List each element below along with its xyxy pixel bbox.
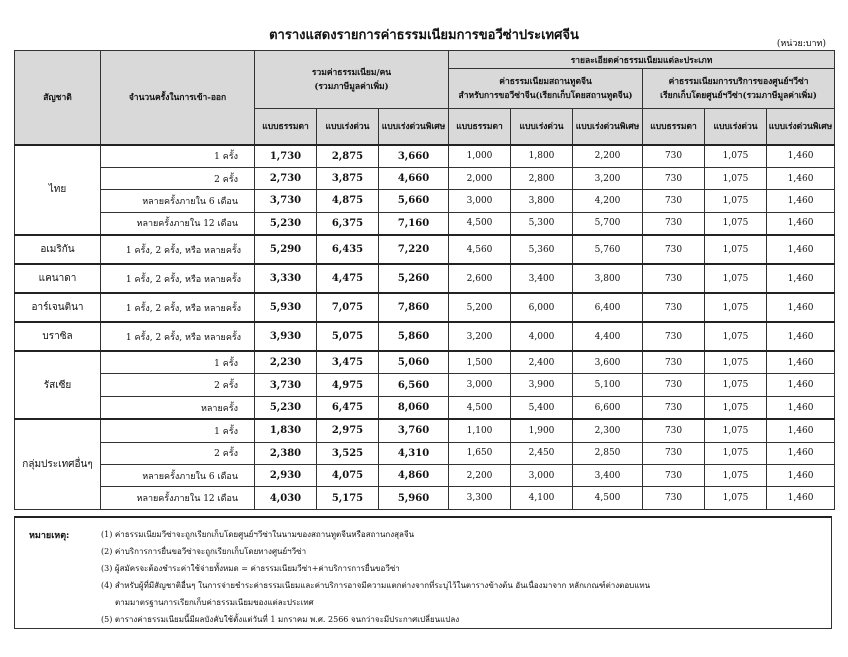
header-embassy-group [449,69,643,109]
nationality-cell: ไทย [15,145,101,236]
header-embassy-express: แบบเร่งด่วน [511,109,573,145]
embassy-fee-cell: 3,300 [449,487,511,509]
embassy-fee-cell: 5,100 [573,374,643,396]
center-fee-cell: 730 [643,167,705,189]
nationality-cell: รัสเซีย [15,351,101,419]
total-fee-cell: 3,730 [255,190,317,212]
center-fee-cell: 730 [643,190,705,212]
header-total-group [255,51,449,109]
header-total-urgent: แบบเร่งด่วนพิเศษ [379,109,449,145]
embassy-fee-cell: 2,850 [573,442,643,464]
embassy-fee-cell: 2,200 [573,145,643,168]
total-fee-cell: 4,310 [379,442,449,464]
total-fee-cell: 2,930 [255,465,317,487]
center-fee-cell: 1,460 [767,145,835,168]
total-fee-cell: 7,075 [317,293,379,322]
center-fee-cell: 730 [643,442,705,464]
header-total-line2: (รวมภาษีมูลค่าเพิ่ม) [314,81,389,92]
center-fee-cell: 1,075 [705,465,767,487]
table-row [15,190,835,212]
embassy-fee-cell: 1,900 [511,419,573,442]
header-center-line2: เรียกเก็บโดยศูนย์ฯวีซ่า(รวมภาษีมูลค่าเพิ่ม) [660,90,817,101]
center-fee-cell: 1,460 [767,167,835,189]
total-fee-cell: 4,875 [317,190,379,212]
embassy-fee-cell: 5,200 [449,293,511,322]
header-total-line1: รวมค่าธรรมเนียม/คน [311,67,392,78]
embassy-fee-cell: 6,000 [511,293,573,322]
center-fee-cell: 1,460 [767,374,835,396]
center-fee-cell: 1,075 [705,145,767,168]
table-row [15,167,835,189]
center-fee-cell: 1,075 [705,419,767,442]
header-detail-group: รายละเอียดค่าธรรมเนียมแต่ละประเภท [449,51,835,69]
entries-cell: หลายครั้งภายใน 6 เดือน [101,190,255,212]
entries-cell: 2 ครั้ง [101,442,255,464]
center-fee-cell: 1,075 [705,293,767,322]
table-row [15,351,835,374]
center-fee-cell: 1,075 [705,190,767,212]
total-fee-cell: 5,930 [255,293,317,322]
total-fee-cell: 6,375 [317,212,379,235]
total-fee-cell: 5,230 [255,396,317,419]
embassy-fee-cell: 5,760 [573,235,643,264]
center-fee-cell: 1,460 [767,264,835,293]
embassy-fee-cell: 6,400 [573,293,643,322]
note-item: (3) ผู้สมัครจะต้องชำระค่าใช้จ่ายทั้งหมด = ค่าธรรมเนียมวีซ่า+ค่าบริการการยื่นขอวีซ่า [101,564,400,573]
table-row [15,419,835,442]
table-row [15,212,835,235]
embassy-fee-cell: 2,200 [449,465,511,487]
entries-cell: หลายครั้ง [101,396,255,419]
total-fee-cell: 5,175 [317,487,379,509]
embassy-fee-cell: 5,360 [511,235,573,264]
embassy-fee-cell: 2,800 [511,167,573,189]
embassy-fee-cell: 6,600 [573,396,643,419]
center-fee-cell: 1,075 [705,235,767,264]
center-fee-cell: 1,460 [767,351,835,374]
center-fee-cell: 1,075 [705,396,767,419]
embassy-fee-cell: 3,800 [511,190,573,212]
embassy-fee-cell: 4,000 [511,322,573,351]
total-fee-cell: 2,975 [317,419,379,442]
embassy-fee-cell: 5,400 [511,396,573,419]
total-fee-cell: 5,290 [255,235,317,264]
nationality-cell: แคนาดา [15,264,101,293]
total-fee-cell: 5,660 [379,190,449,212]
header-center-group [643,69,835,109]
fee-table-body [15,145,835,510]
fee-table [14,50,835,510]
header-total-normal: แบบธรรมดา [255,109,317,145]
center-fee-cell: 1,075 [705,167,767,189]
center-fee-cell: 730 [643,374,705,396]
center-fee-cell: 1,075 [705,322,767,351]
embassy-fee-cell: 2,400 [511,351,573,374]
total-fee-cell: 5,960 [379,487,449,509]
center-fee-cell: 1,460 [767,322,835,351]
total-fee-cell: 4,075 [317,465,379,487]
center-fee-cell: 1,075 [705,374,767,396]
center-fee-cell: 1,460 [767,442,835,464]
embassy-fee-cell: 5,300 [511,212,573,235]
embassy-fee-cell: 1,100 [449,419,511,442]
embassy-fee-cell: 3,000 [511,465,573,487]
total-fee-cell: 3,525 [317,442,379,464]
note-item: (5) ตารางค่าธรรมเนียมนี้มีผลบังคับใช้ตั้งแต่วันที่ 1 มกราคม พ.ศ. 2566 จนกว่าจะมีประกาศเปลี่ยนแปลง [101,615,460,624]
table-row [15,442,835,464]
total-fee-cell: 5,860 [379,322,449,351]
embassy-fee-cell: 3,000 [449,190,511,212]
nationality-cell: กลุ่มประเทศอื่นๆ [15,419,101,509]
center-fee-cell: 1,460 [767,396,835,419]
total-fee-cell: 5,060 [379,351,449,374]
embassy-fee-cell: 2,000 [449,167,511,189]
total-fee-cell: 3,330 [255,264,317,293]
embassy-fee-cell: 3,000 [449,374,511,396]
total-fee-cell: 7,860 [379,293,449,322]
entries-cell: 2 ครั้ง [101,374,255,396]
entries-cell: 1 ครั้ง, 2 ครั้ง, หรือ หลายครั้ง [101,322,255,351]
embassy-fee-cell: 5,700 [573,212,643,235]
header-center-line1: ค่าธรรมเนียมการบริการของศูนย์ฯวีซ่า [668,76,809,87]
center-fee-cell: 1,460 [767,419,835,442]
center-fee-cell: 730 [643,145,705,168]
center-fee-cell: 1,075 [705,487,767,509]
total-fee-cell: 1,730 [255,145,317,168]
total-fee-cell: 2,230 [255,351,317,374]
note-item: (4) สำหรับผู้ที่มีสัญชาติอื่นๆ ในการจ่ายชำระค่าธรรมเนียมและค่าบริการอาจมีความแตกต่างจากที่ระบุไว้ในตารางข้างต้น อันเนื่องมาจาก หลักเกณฑ์ต่างตอบแทน [101,581,651,590]
table-row [15,235,835,264]
total-fee-cell: 3,930 [255,322,317,351]
embassy-fee-cell: 4,500 [449,212,511,235]
nationality-cell: อเมริกัน [15,235,101,264]
total-fee-cell: 6,560 [379,374,449,396]
total-fee-cell: 3,875 [317,167,379,189]
header-total-express: แบบเร่งด่วน [317,109,379,145]
embassy-fee-cell: 4,100 [511,487,573,509]
total-fee-cell: 4,975 [317,374,379,396]
total-fee-cell: 4,475 [317,264,379,293]
center-fee-cell: 730 [643,293,705,322]
header-entries: จำนวนครั้งในการเข้า-ออก [101,51,255,145]
total-fee-cell: 1,830 [255,419,317,442]
center-fee-cell: 1,460 [767,235,835,264]
center-fee-cell: 1,075 [705,264,767,293]
center-fee-cell: 730 [643,487,705,509]
table-row [15,465,835,487]
embassy-fee-cell: 3,200 [449,322,511,351]
table-row [15,487,835,509]
center-fee-cell: 1,075 [705,442,767,464]
nationality-cell: อาร์เจนตินา [15,293,101,322]
center-fee-cell: 730 [643,351,705,374]
total-fee-cell: 3,660 [379,145,449,168]
nationality-cell: บราซิล [15,322,101,351]
header-embassy-normal: แบบธรรมดา [449,109,511,145]
total-fee-cell: 5,260 [379,264,449,293]
header-embassy-urgent: แบบเร่งด่วนพิเศษ [573,109,643,145]
total-fee-cell: 3,475 [317,351,379,374]
header-embassy-line2: สำหรับการขอวีซ่าจีน(เรียกเก็บโดยสถานทูตจีน) [458,90,633,101]
embassy-fee-cell: 1,000 [449,145,511,168]
embassy-fee-cell: 2,450 [511,442,573,464]
entries-cell: 1 ครั้ง [101,145,255,168]
entries-cell: 1 ครั้ง, 2 ครั้ง, หรือ หลายครั้ง [101,264,255,293]
embassy-fee-cell: 3,900 [511,374,573,396]
center-fee-cell: 1,075 [705,212,767,235]
header-embassy-line1: ค่าธรรมเนียมสถานทูตจีน [499,76,592,87]
center-fee-cell: 730 [643,396,705,419]
total-fee-cell: 4,860 [379,465,449,487]
note-item: ตามมาตรฐานการเรียกเก็บค่าธรรมเนียมของแต่ละประเทศ [115,598,314,607]
total-fee-cell: 2,730 [255,167,317,189]
center-fee-cell: 730 [643,322,705,351]
embassy-fee-cell: 1,650 [449,442,511,464]
entries-cell: 1 ครั้ง, 2 ครั้ง, หรือ หลายครั้ง [101,293,255,322]
center-fee-cell: 730 [643,235,705,264]
table-row [15,145,835,168]
total-fee-cell: 3,760 [379,419,449,442]
total-fee-cell: 7,220 [379,235,449,264]
header-nationality: สัญชาติ [15,51,101,145]
embassy-fee-cell: 3,400 [573,465,643,487]
header-center-normal: แบบธรรมดา [643,109,705,145]
unit-label: (หน่วย:บาท) [776,39,826,49]
entries-cell: หลายครั้งภายใน 12 เดือน [101,212,255,235]
entries-cell: 1 ครั้ง [101,351,255,374]
entries-cell: 1 ครั้ง [101,419,255,442]
note-item: (2) ค่าบริการการยื่นขอวีซ่าจะถูกเรียกเก็บโดยทางศูนย์ฯวีซ่า [101,547,307,556]
center-fee-cell: 1,460 [767,293,835,322]
table-row [15,374,835,396]
entries-cell: หลายครั้งภายใน 12 เดือน [101,487,255,509]
embassy-fee-cell: 3,200 [573,167,643,189]
embassy-fee-cell: 3,400 [511,264,573,293]
center-fee-cell: 730 [643,465,705,487]
embassy-fee-cell: 2,600 [449,264,511,293]
total-fee-cell: 6,435 [317,235,379,264]
total-fee-cell: 5,075 [317,322,379,351]
embassy-fee-cell: 4,500 [449,396,511,419]
header-center-express: แบบเร่งด่วน [705,109,767,145]
total-fee-cell: 8,060 [379,396,449,419]
embassy-fee-cell: 4,400 [573,322,643,351]
table-row [15,293,835,322]
total-fee-cell: 2,875 [317,145,379,168]
table-row [15,264,835,293]
notes-box [14,516,832,629]
center-fee-cell: 730 [643,212,705,235]
entries-cell: 2 ครั้ง [101,167,255,189]
embassy-fee-cell: 2,300 [573,419,643,442]
embassy-fee-cell: 4,200 [573,190,643,212]
total-fee-cell: 4,660 [379,167,449,189]
notes-label: หมายเหตุ: [29,531,70,541]
embassy-fee-cell: 4,500 [573,487,643,509]
table-row [15,322,835,351]
total-fee-cell: 3,730 [255,374,317,396]
embassy-fee-cell: 3,800 [573,264,643,293]
embassy-fee-cell: 3,600 [573,351,643,374]
center-fee-cell: 1,075 [705,351,767,374]
note-item: (1) ค่าธรรมเนียมวีซ่าจะถูกเรียกเก็บโดยศูนย์ฯวีซ่าในนามของสถานทูตจีนหรือสถานกงสุลจีน [101,530,415,539]
center-fee-cell: 1,460 [767,212,835,235]
center-fee-cell: 730 [643,419,705,442]
total-fee-cell: 2,380 [255,442,317,464]
total-fee-cell: 7,160 [379,212,449,235]
center-fee-cell: 730 [643,264,705,293]
embassy-fee-cell: 1,800 [511,145,573,168]
total-fee-cell: 5,230 [255,212,317,235]
embassy-fee-cell: 4,560 [449,235,511,264]
center-fee-cell: 1,460 [767,487,835,509]
total-fee-cell: 4,030 [255,487,317,509]
page-title: ตารางแสดงรายการค่าธรรมเนียมการขอวีซ่าประเทศจีน [269,28,579,43]
table-row [15,396,835,419]
entries-cell: 1 ครั้ง, 2 ครั้ง, หรือ หลายครั้ง [101,235,255,264]
entries-cell: หลายครั้งภายใน 6 เดือน [101,465,255,487]
center-fee-cell: 1,460 [767,465,835,487]
center-fee-cell: 1,460 [767,190,835,212]
total-fee-cell: 6,475 [317,396,379,419]
embassy-fee-cell: 1,500 [449,351,511,374]
header-center-urgent: แบบเร่งด่วนพิเศษ [767,109,835,145]
